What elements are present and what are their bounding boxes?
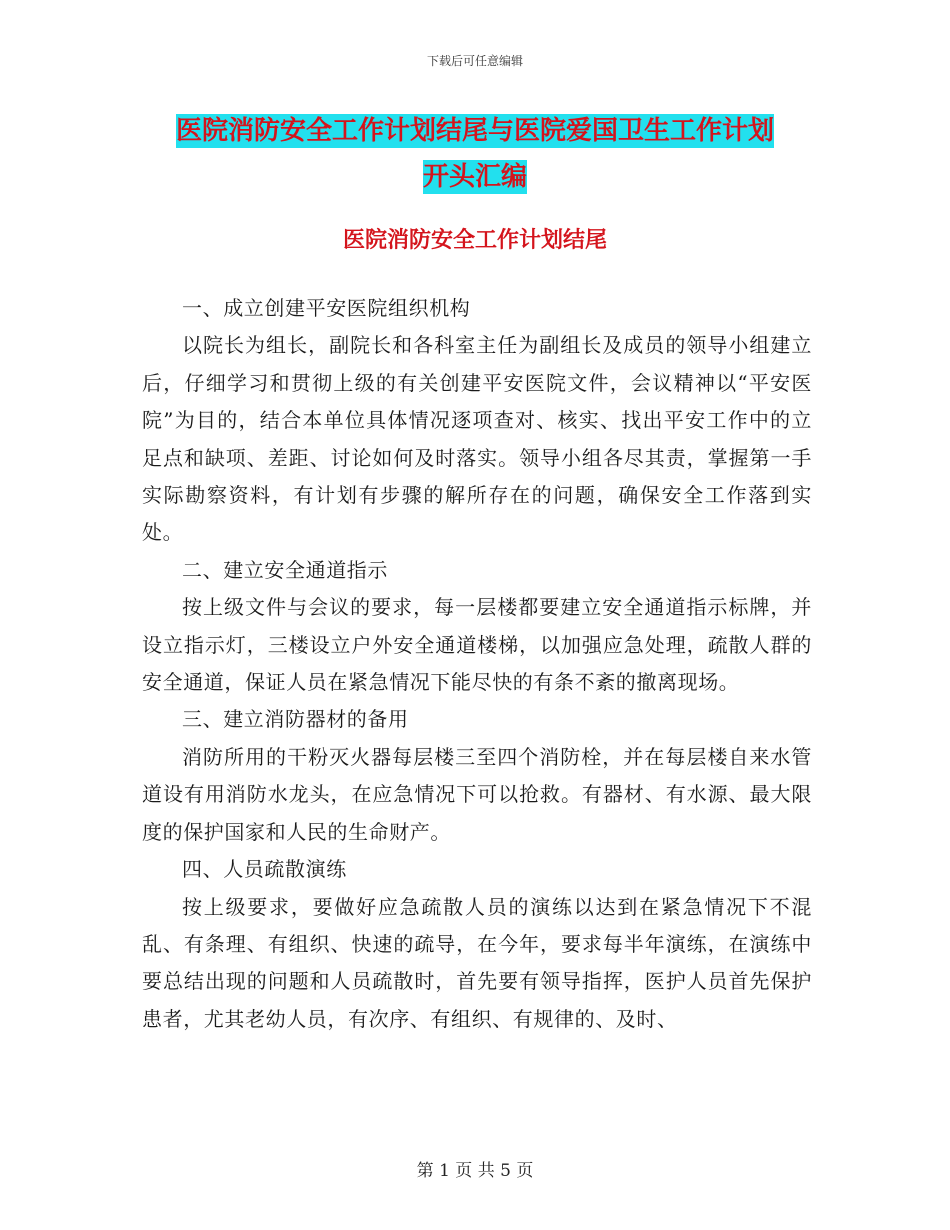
heading-2: 二、建立安全通道指示 [182,557,388,582]
title-text-1: 医院消防安全工作计划结尾与医院爱国卫生工作计划 [175,116,774,146]
heading-3: 三、建立消防器材的备用 [182,707,409,732]
document-title-line-1 [0,110,950,147]
heading-4: 四、人员疏散演练 [182,857,347,882]
document-body [142,290,812,1038]
paragraph-4: 按上级要求，要做好应急疏散人员的演练以达到在紧急情况下不混乱、有条理、有组织、快速的疏导，在今年，要求每半年演练，在演练中要总结出现的问题和人员疏散时，首先要有领导指挥，医护人员首先保护患者，尤其老幼人员，有次序、有组织、有规律的、及时、 [142,894,812,1031]
title-text-2: 开头汇编 [422,162,527,192]
heading-1: 一、成立创建平安医院组织机构 [182,296,471,320]
page-number-footer: 第 1 页 共 5 页 [416,1161,534,1181]
paragraph-3: 消防所用的干粉灭火器每层楼三至四个消防栓，并在每层楼自来水管道设有用消防水龙头，在应急情况下可以抢救。有器材、有水源、最大限度的保护国家和人民的生命财产。 [142,744,812,844]
page-header-note: 下载后可任意编辑 [426,54,523,68]
document-title-line-2 [0,156,950,193]
paragraph-1: 以院长为组长，副院长和各科室主任为副组长及成员的领导小组建立后，仔细学习和贯彻上级的有关创建平安医院文件，会议精神以“平安医院”为目的，结合本单位具体情况逐项查对、核实、找出平安工作中的立足点和缺项、差距、讨论如何及时落实。领导小组各尽其责，掌握第一手实际勘察资料，有计划有步骤的解所存在的问题，确保安全工作落到实处。 [142,333,812,545]
paragraph-2: 按上级文件与会议的要求，每一层楼都要建立安全通道指示标牌，并设立指示灯，三楼设立户外安全通道楼梯，以加强应急处理，疏散人群的安全通道，保证人员在紧急情况下能尽快的有条不紊的撤离现场。 [142,595,812,695]
section-title: 医院消防安全工作计划结尾 [342,228,607,253]
